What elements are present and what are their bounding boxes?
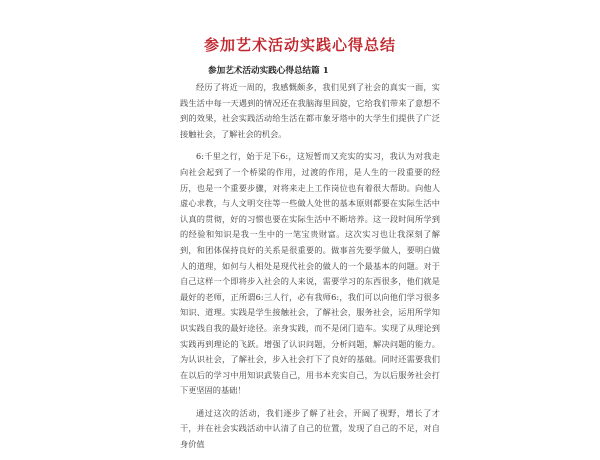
section-subtitle: 参加艺术活动实践心得总结篇 1 — [208, 66, 329, 76]
document-title: 参加艺术活动实践心得总结 — [203, 36, 396, 54]
paragraph-2: 6:千里之行，始于足下6:，这短暂而又充实的实习，我认为对我走向社会起到了一个桥梁的作用，过渡的作用，是人生的一段重要的经历，也是一个重要步骤，对将来走上工作岗位也有着很大帮助。向他人虚心求教，与人文明交往等一些做人处世的基本原则都要在实际生活中认真的贯彻，好的习惯也要在实际生活中不断培养。这一段时间所学到的经验和知识是我一生中的一笔宝贵财富。这次实习也让我深刻了解到，和团体保持良好的关系是很重要的。做事首先要学做人，要明白做人的道理，如何与人相处是现代社会的做人的一个最基本的问题。对于自己这样一个即将步入社会的人来说，需要学习的东西很多，他们就是最好的老师，正所谓6:三人行，必有我师6:，我们可以向他们学习很多知识、道理。实践是学生接触社会，了解社会，服务社会，运用所学知识实践自我的最好途径。亲身实践，而不是闭门造车。实现了从理论到实践再到理论的飞跃。增强了认识问题，分析问题，解决问题的能力。为认识社会，了解社会，步入社会打下了良好的基础。同时还需要我们在以后的学习中用知识武装自己，用书本充实自己，为以后服务社会打下更坚固的基础！ — [180, 151, 440, 396]
document-body — [180, 80, 440, 460]
paragraph-1: 经历了将近一周的，我感慨颇多，我们见到了社会的真实一面，实践生活中每一天遇到的情况还在我脑海里回旋，它给我们带来了意想不到的效果，社会实践活动给生活在都市象牙塔中的大学生们提供了广泛接触社会，了解社会的机会。 — [180, 82, 440, 139]
paragraph-3: 通过这次的活动，我们逐步了解了社会，开阔了视野，增长了才干，并在社会实践活动中认清了自己的位置，发现了自己的不足，对自身价值 — [180, 407, 440, 450]
